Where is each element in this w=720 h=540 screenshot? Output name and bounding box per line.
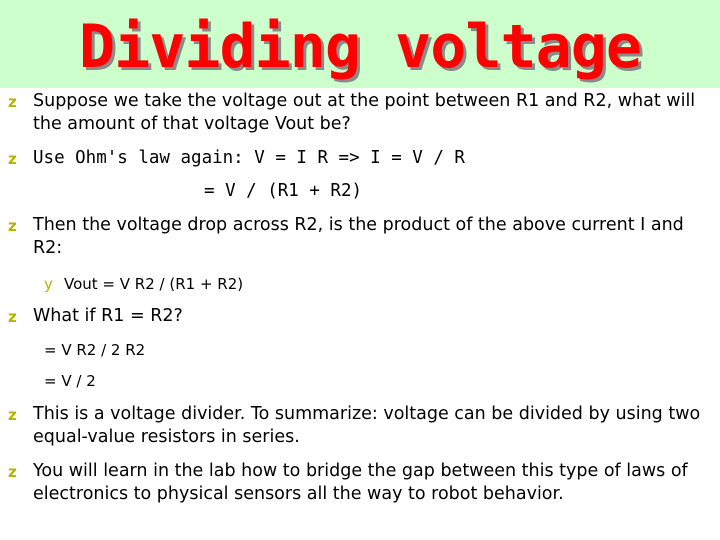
bullet-item-2: [0, 147, 720, 171]
equation-line-2: = V / 2: [44, 372, 96, 390]
bullet-text: You will learn in the lab how to bridge the gap between this type of laws of electronics to physical sensors all the way to robot behavior.: [33, 461, 688, 504]
bullet-text: Then the voltage drop across R2, is the product of the above current I and R2:: [33, 215, 684, 258]
bullet-text: Suppose we take the voltage out at the point between R1 and R2, what will the amount of that voltage Vout be?: [33, 91, 696, 134]
bullet-icon: z: [8, 150, 17, 168]
bullet-icon: z: [8, 463, 17, 481]
sub-item-vout: [0, 274, 720, 296]
bullet-item-6: [0, 460, 720, 510]
bullet-item-4: [0, 305, 720, 329]
equation-line-1: = V R2 / 2 R2: [44, 341, 146, 359]
sub-text: Vout = V R2 / (R1 + R2): [64, 275, 244, 293]
sub-bullet-icon: y: [44, 275, 53, 293]
bullet-item-1: [0, 90, 720, 140]
bullet-item-5: [0, 403, 720, 453]
bullet-icon: z: [8, 308, 17, 326]
bullet-icon: z: [8, 406, 17, 424]
bullet-icon: z: [8, 217, 17, 235]
bullet-text: This is a voltage divider. To summarize: voltage can be divided by using two equal-value resistors in series.: [33, 404, 701, 447]
bullet-icon: z: [8, 93, 17, 111]
bullet-item-3: [0, 214, 720, 264]
bullet-text: What if R1 = R2?: [33, 306, 183, 326]
continuation-line: = V / (R1 + R2): [204, 181, 363, 201]
bullet-text: Use Ohm's law again: V = I R => I = V / R: [33, 148, 465, 168]
slide-title: Dividing voltage: [79, 12, 641, 82]
